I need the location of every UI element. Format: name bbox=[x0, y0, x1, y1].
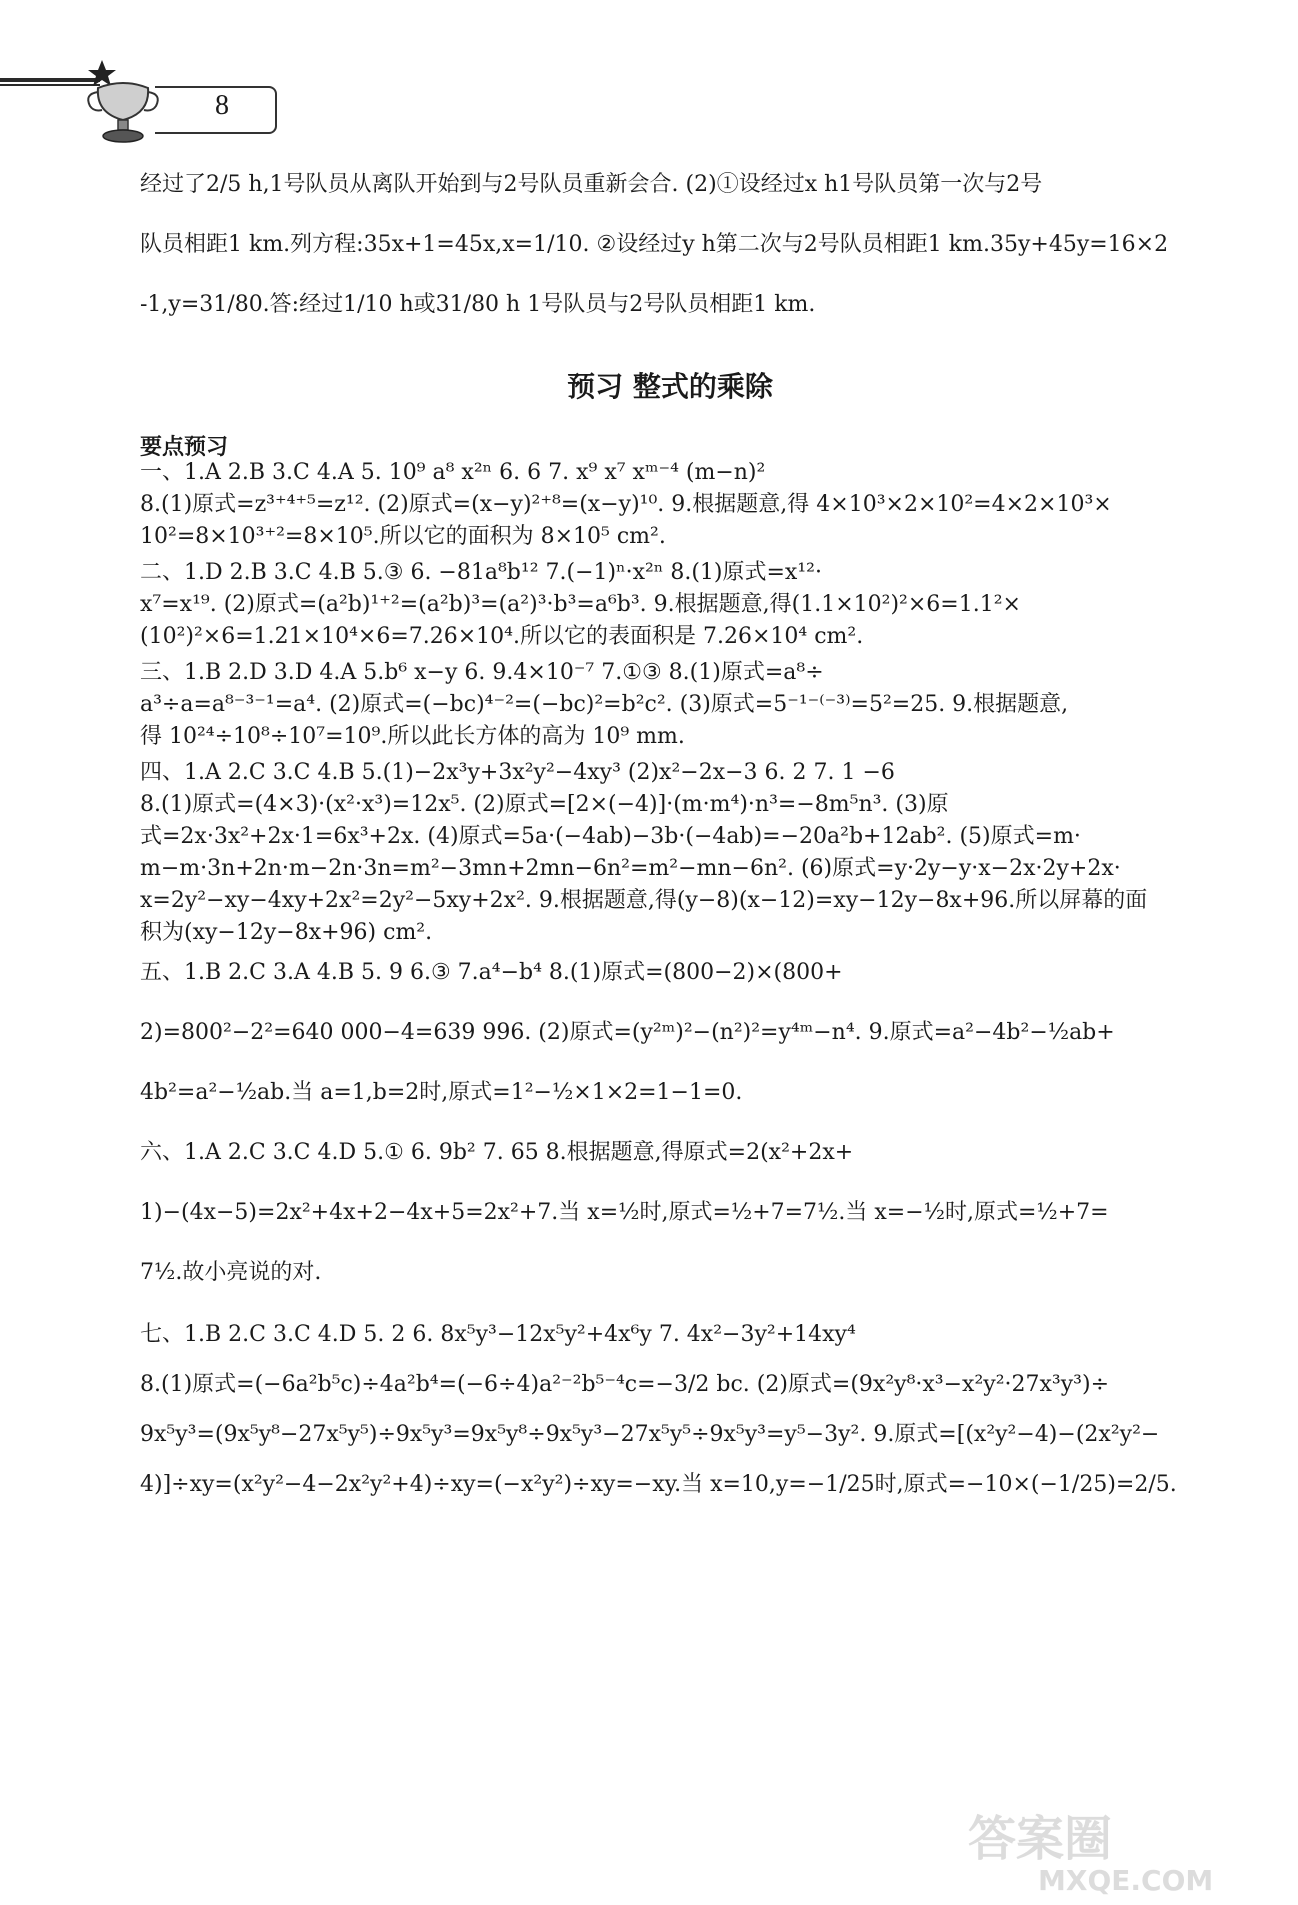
answer-line: a³÷a=a⁸⁻³⁻¹=a⁴. (2)原式=(−bc)⁴⁻²=(−bc)²=b²c². (3)原式=5⁻¹⁻⁽⁻³⁾=5²=25. 9.根据题意, bbox=[140, 692, 1069, 717]
answer-line: 8.(1)原式=(4×3)·(x²·x³)=12x⁵. (2)原式=[2×(−4)]·(m·m⁴)·n³=−8m⁵n³. (3)原 bbox=[140, 792, 949, 817]
section-title: 预习 整式的乘除 bbox=[567, 370, 773, 403]
answer-line: (10²)²×6=1.21×10⁴×6=7.26×10⁴.所以它的表面积是 7.26×10⁴ cm². bbox=[140, 624, 864, 649]
intro-line: -1,y=31/80.答:经过1/10 h或31/80 h 1号队员与2号队员相距1 km. bbox=[140, 292, 816, 317]
answer-line: 得 10²⁴÷10⁸÷10⁷=10⁹.所以此长方体的高为 10⁹ mm. bbox=[140, 724, 685, 749]
intro-line: 队员相距1 km.列方程:35x+1=45x,x=1/10. ②设经过y h第二次与2号队员相距1 km.35y+45y=16×2 bbox=[140, 232, 1169, 257]
subheading: 要点预习 bbox=[140, 435, 229, 460]
answer-line: 五、1.B 2.C 3.A 4.B 5. 9 6.③ 7.a⁴−b⁴ 8.(1)原式=(800−2)×(800+ bbox=[140, 960, 843, 985]
answer-line: 积为(xy−12y−8x+96) cm². bbox=[140, 920, 433, 945]
answer-line: 三、1.B 2.D 3.D 4.A 5.b⁶ x−y 6. 9.4×10⁻⁷ 7.①③ 8.(1)原式=a⁸÷ bbox=[140, 660, 824, 685]
answer-line: 二、1.D 2.B 3.C 4.B 5.③ 6. −81a⁸b¹² 7.(−1)ⁿ·x²ⁿ 8.(1)原式=x¹²· bbox=[140, 560, 822, 585]
watermark-logo bbox=[968, 1805, 1278, 1895]
answer-line: 2)=800²−2²=640 000−4=639 996. (2)原式=(y²ᵐ)²−(n²)²=y⁴ᵐ−n⁴. 9.原式=a²−4b²−½ab+ bbox=[140, 1020, 1115, 1045]
page-number: 8 bbox=[215, 90, 229, 121]
answer-line: 8.(1)原式=z³⁺⁴⁺⁵=z¹². (2)原式=(x−y)²⁺⁸=(x−y)¹⁰. 9.根据题意,得 4×10³×2×10²=4×2×10³× bbox=[140, 492, 1112, 517]
intro-line: 经过了2/5 h,1号队员从离队开始到与2号队员重新会合. (2)①设经过x h1号队员第一次与2号 bbox=[140, 172, 1043, 197]
watermark-text: 答案圈 bbox=[968, 1811, 1113, 1867]
watermark-url: MXQE.COM bbox=[1038, 1864, 1214, 1895]
answer-line: x=2y²−xy−4xy+2x²=2y²−5xy+2x². 9.根据题意,得(y−8)(x−12)=xy−12y−8x+96.所以屏幕的面 bbox=[140, 888, 1148, 913]
answer-line: 10²=8×10³⁺²=8×10⁵.所以它的面积为 8×10⁵ cm². bbox=[140, 524, 666, 549]
answer-line: 四、1.A 2.C 3.C 4.B 5.(1)−2x³y+3x²y²−4xy³ (2)x²−2x−3 6. 2 7. 1 −6 bbox=[140, 760, 895, 785]
answer-line: 六、1.A 2.C 3.C 4.D 5.① 6. 9b² 7. 65 8.根据题意,得原式=2(x²+2x+ bbox=[140, 1140, 854, 1165]
answer-line: 一、1.A 2.B 3.C 4.A 5. 10⁹ a⁸ x²ⁿ 6. 6 7. x⁹ x⁷ xᵐ⁻⁴ (m−n)² bbox=[140, 460, 766, 485]
answer-line: 7½.故小亮说的对. bbox=[140, 1260, 322, 1285]
answer-line: 8.(1)原式=(−6a²b⁵c)÷4a²b⁴=(−6÷4)a²⁻²b⁵⁻⁴c=−3/2 bc. (2)原式=(9x²y⁸·x³−x²y²·27x³y³)÷ bbox=[140, 1372, 1110, 1397]
answer-line: 9x⁵y³=(9x⁵y⁸−27x⁵y⁵)÷9x⁵y³=9x⁵y⁸÷9x⁵y³−27x⁵y⁵÷9x⁵y³=y⁵−3y². 9.原式=[(x²y²−4)−(2x²y²− bbox=[140, 1422, 1160, 1447]
answer-line: m−m·3n+2n·m−2n·3n=m²−3mn+2mn−6n²=m²−mn−6n². (6)原式=y·2y−y·x−2x·2y+2x· bbox=[140, 856, 1121, 881]
answer-line: 七、1.B 2.C 3.C 4.D 5. 2 6. 8x⁵y³−12x⁵y²+4x⁶y 7. 4x²−3y²+14xy⁴ bbox=[140, 1322, 856, 1347]
answer-line: 4b²=a²−½ab.当 a=1,b=2时,原式=1²−½×1×2=1−1=0. bbox=[140, 1080, 743, 1105]
answer-line: 4)]÷xy=(x²y²−4−2x²y²+4)÷xy=(−x²y²)÷xy=−xy.当 x=10,y=−1/25时,原式=−10×(−1/25)=2/5. bbox=[140, 1472, 1177, 1497]
answer-line: 1)−(4x−5)=2x²+4x+2−4x+5=2x²+7.当 x=½时,原式=½+7=7½.当 x=−½时,原式=½+7= bbox=[140, 1200, 1109, 1225]
answer-line: 式=2x·3x²+2x·1=6x³+2x. (4)原式=5a·(−4ab)−3b·(−4ab)=−20a²b+12ab². (5)原式=m· bbox=[140, 824, 1081, 849]
answer-line: x⁷=x¹⁹. (2)原式=(a²b)¹⁺²=(a²b)³=(a²)³·b³=a⁶b³. 9.根据题意,得(1.1×10²)²×6=1.1²× bbox=[140, 592, 1021, 617]
